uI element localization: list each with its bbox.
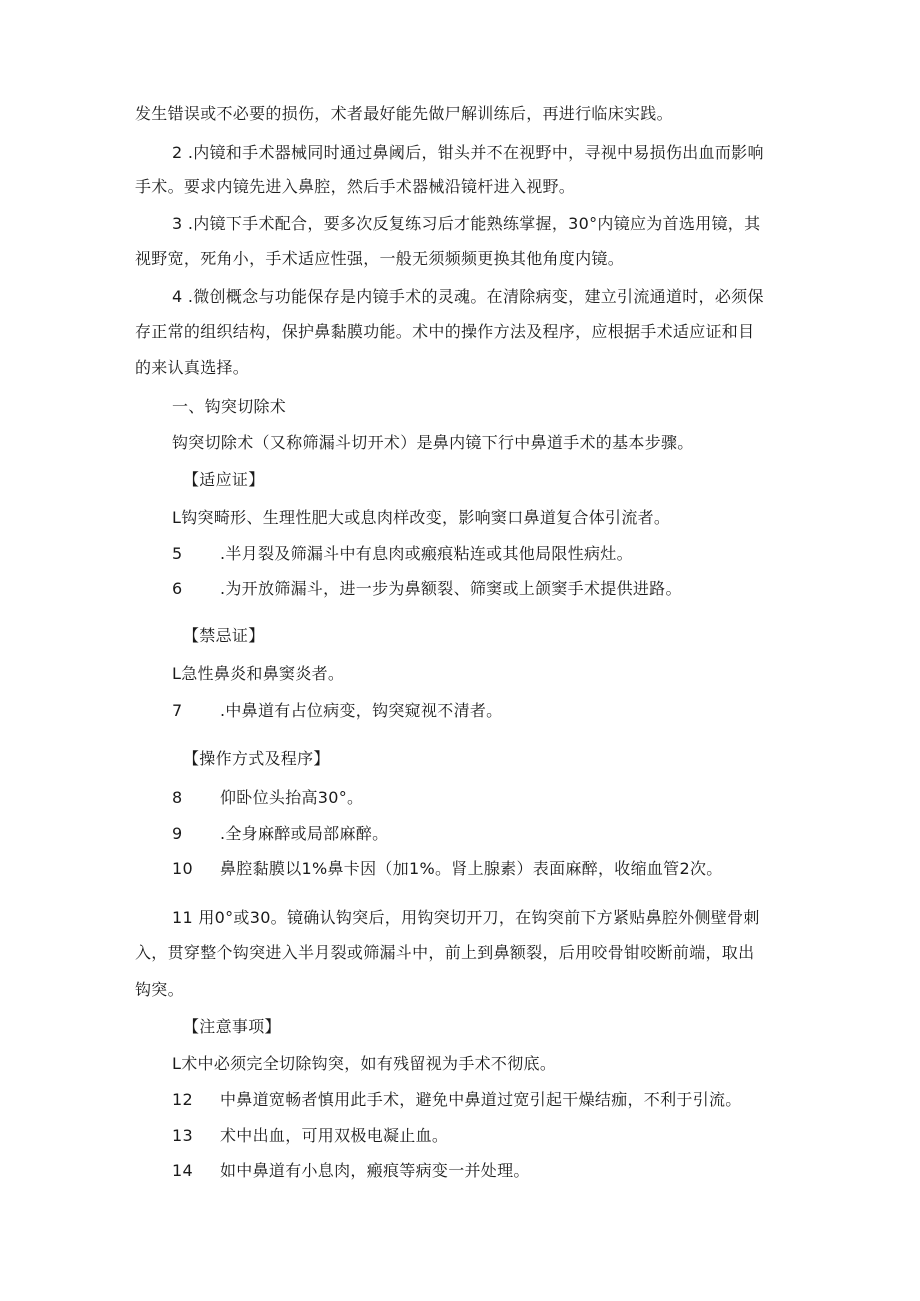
list-item <box>172 1160 530 1182</box>
paragraph-line: 发生错误或不必要的损伤，术者最好能先做尸解训练后，再进行临床实践。 <box>135 104 673 123</box>
list-item <box>172 858 723 880</box>
indications-heading: 【适应证】 <box>183 470 265 489</box>
section-intro: 钩突切除术（又称筛漏斗切开术）是鼻内镜下行中鼻道手术的基本步骤。 <box>172 433 694 452</box>
list-item <box>172 1089 742 1111</box>
list-item-number: 5 <box>172 544 183 563</box>
list-item <box>172 700 503 722</box>
paragraph-line: 的来认真选择。 <box>135 358 250 377</box>
list-item: L钩突畸形、生理性肥大或息肉样改变，影响窦口鼻道复合体引流者。 <box>172 508 671 527</box>
paragraph-line: 4 .微创概念与功能保存是内镜手术的灵魂。在清除病变，建立引流通道时，必须保 <box>172 287 764 306</box>
list-item-number: 7 <box>172 701 183 720</box>
list-item-text: .中鼻道有占位病变，钩突窥视不清者。 <box>220 701 503 720</box>
list-item-text: 仰卧位头抬高30°。 <box>220 788 364 807</box>
list-item <box>172 578 682 600</box>
list-item-number: 6 <box>172 579 183 598</box>
list-item-number: 13 <box>172 1126 193 1145</box>
list-item <box>172 787 363 809</box>
list-item: L急性鼻炎和鼻窦炎者。 <box>172 664 345 683</box>
list-item-text: 鼻腔黏膜以1%鼻卡因（加1%。肾上腺素）表面麻醉，收缩血管2次。 <box>220 859 723 878</box>
paragraph-line: 2 .内镜和手术器械同时通过鼻阈后，钳头并不在视野中，寻视中易损伤出血而影响 <box>172 143 764 162</box>
list-item-text: 术中出血，可用双极电凝止血。 <box>220 1126 449 1145</box>
list-item-number: 8 <box>172 788 183 807</box>
paragraph-line: 3 .内镜下手术配合，要多次反复练习后才能熟练掌握，30°内镜应为首选用镜，其 <box>172 214 761 233</box>
list-item <box>172 823 388 845</box>
list-item-text: .半月裂及筛漏斗中有息肉或瘢痕粘连或其他局限性病灶。 <box>220 544 633 563</box>
paragraph-line: 手术。要求内镜先进入鼻腔，然后手术器械沿镜杆进入视野。 <box>135 177 576 196</box>
list-item <box>172 1125 448 1147</box>
list-item-number: 10 <box>172 859 193 878</box>
list-item-number: 12 <box>172 1090 193 1109</box>
paragraph-line: 存正常的组织结构，保护鼻黏膜功能。术中的操作方法及程序，应根据手术适应证和目 <box>135 322 755 341</box>
contraindications-heading: 【禁忌证】 <box>183 626 265 645</box>
notes-heading: 【注意事项】 <box>183 1017 281 1036</box>
section-heading: 一、钩突切除术 <box>172 397 287 416</box>
paragraph-line: 视野宽，死角小，手术适应性强，一般无须频频更换其他角度内镜。 <box>135 249 625 268</box>
list-item <box>172 543 633 565</box>
list-item-text: .为开放筛漏斗，进一步为鼻额裂、筛窦或上颌窦手术提供进路。 <box>220 579 682 598</box>
list-item-number: 9 <box>172 824 183 843</box>
procedure-heading: 【操作方式及程序】 <box>183 749 330 768</box>
paragraph-line: 11 用0°或30。镜确认钩突后，用钩突切开刀，在钩突前下方紧贴鼻腔外侧壁骨刺 <box>172 908 760 927</box>
list-item-text: 中鼻道宽畅者慎用此手术，避免中鼻道过宽引起干燥结痂，不利于引流。 <box>220 1090 742 1109</box>
paragraph-line: 入，贯穿整个钩突进入半月裂或筛漏斗中，前上到鼻额裂，后用咬骨钳咬断前端，取出 <box>135 943 755 962</box>
list-item-text: .全身麻醉或局部麻醉。 <box>220 824 389 843</box>
list-item-text: 如中鼻道有小息肉，瘢痕等病变一并处理。 <box>220 1161 530 1180</box>
list-item: L术中必须完全切除钩突，如有残留视为手术不彻底。 <box>172 1054 557 1073</box>
list-item-number: 14 <box>172 1161 193 1180</box>
paragraph-line: 钩突。 <box>135 980 184 999</box>
